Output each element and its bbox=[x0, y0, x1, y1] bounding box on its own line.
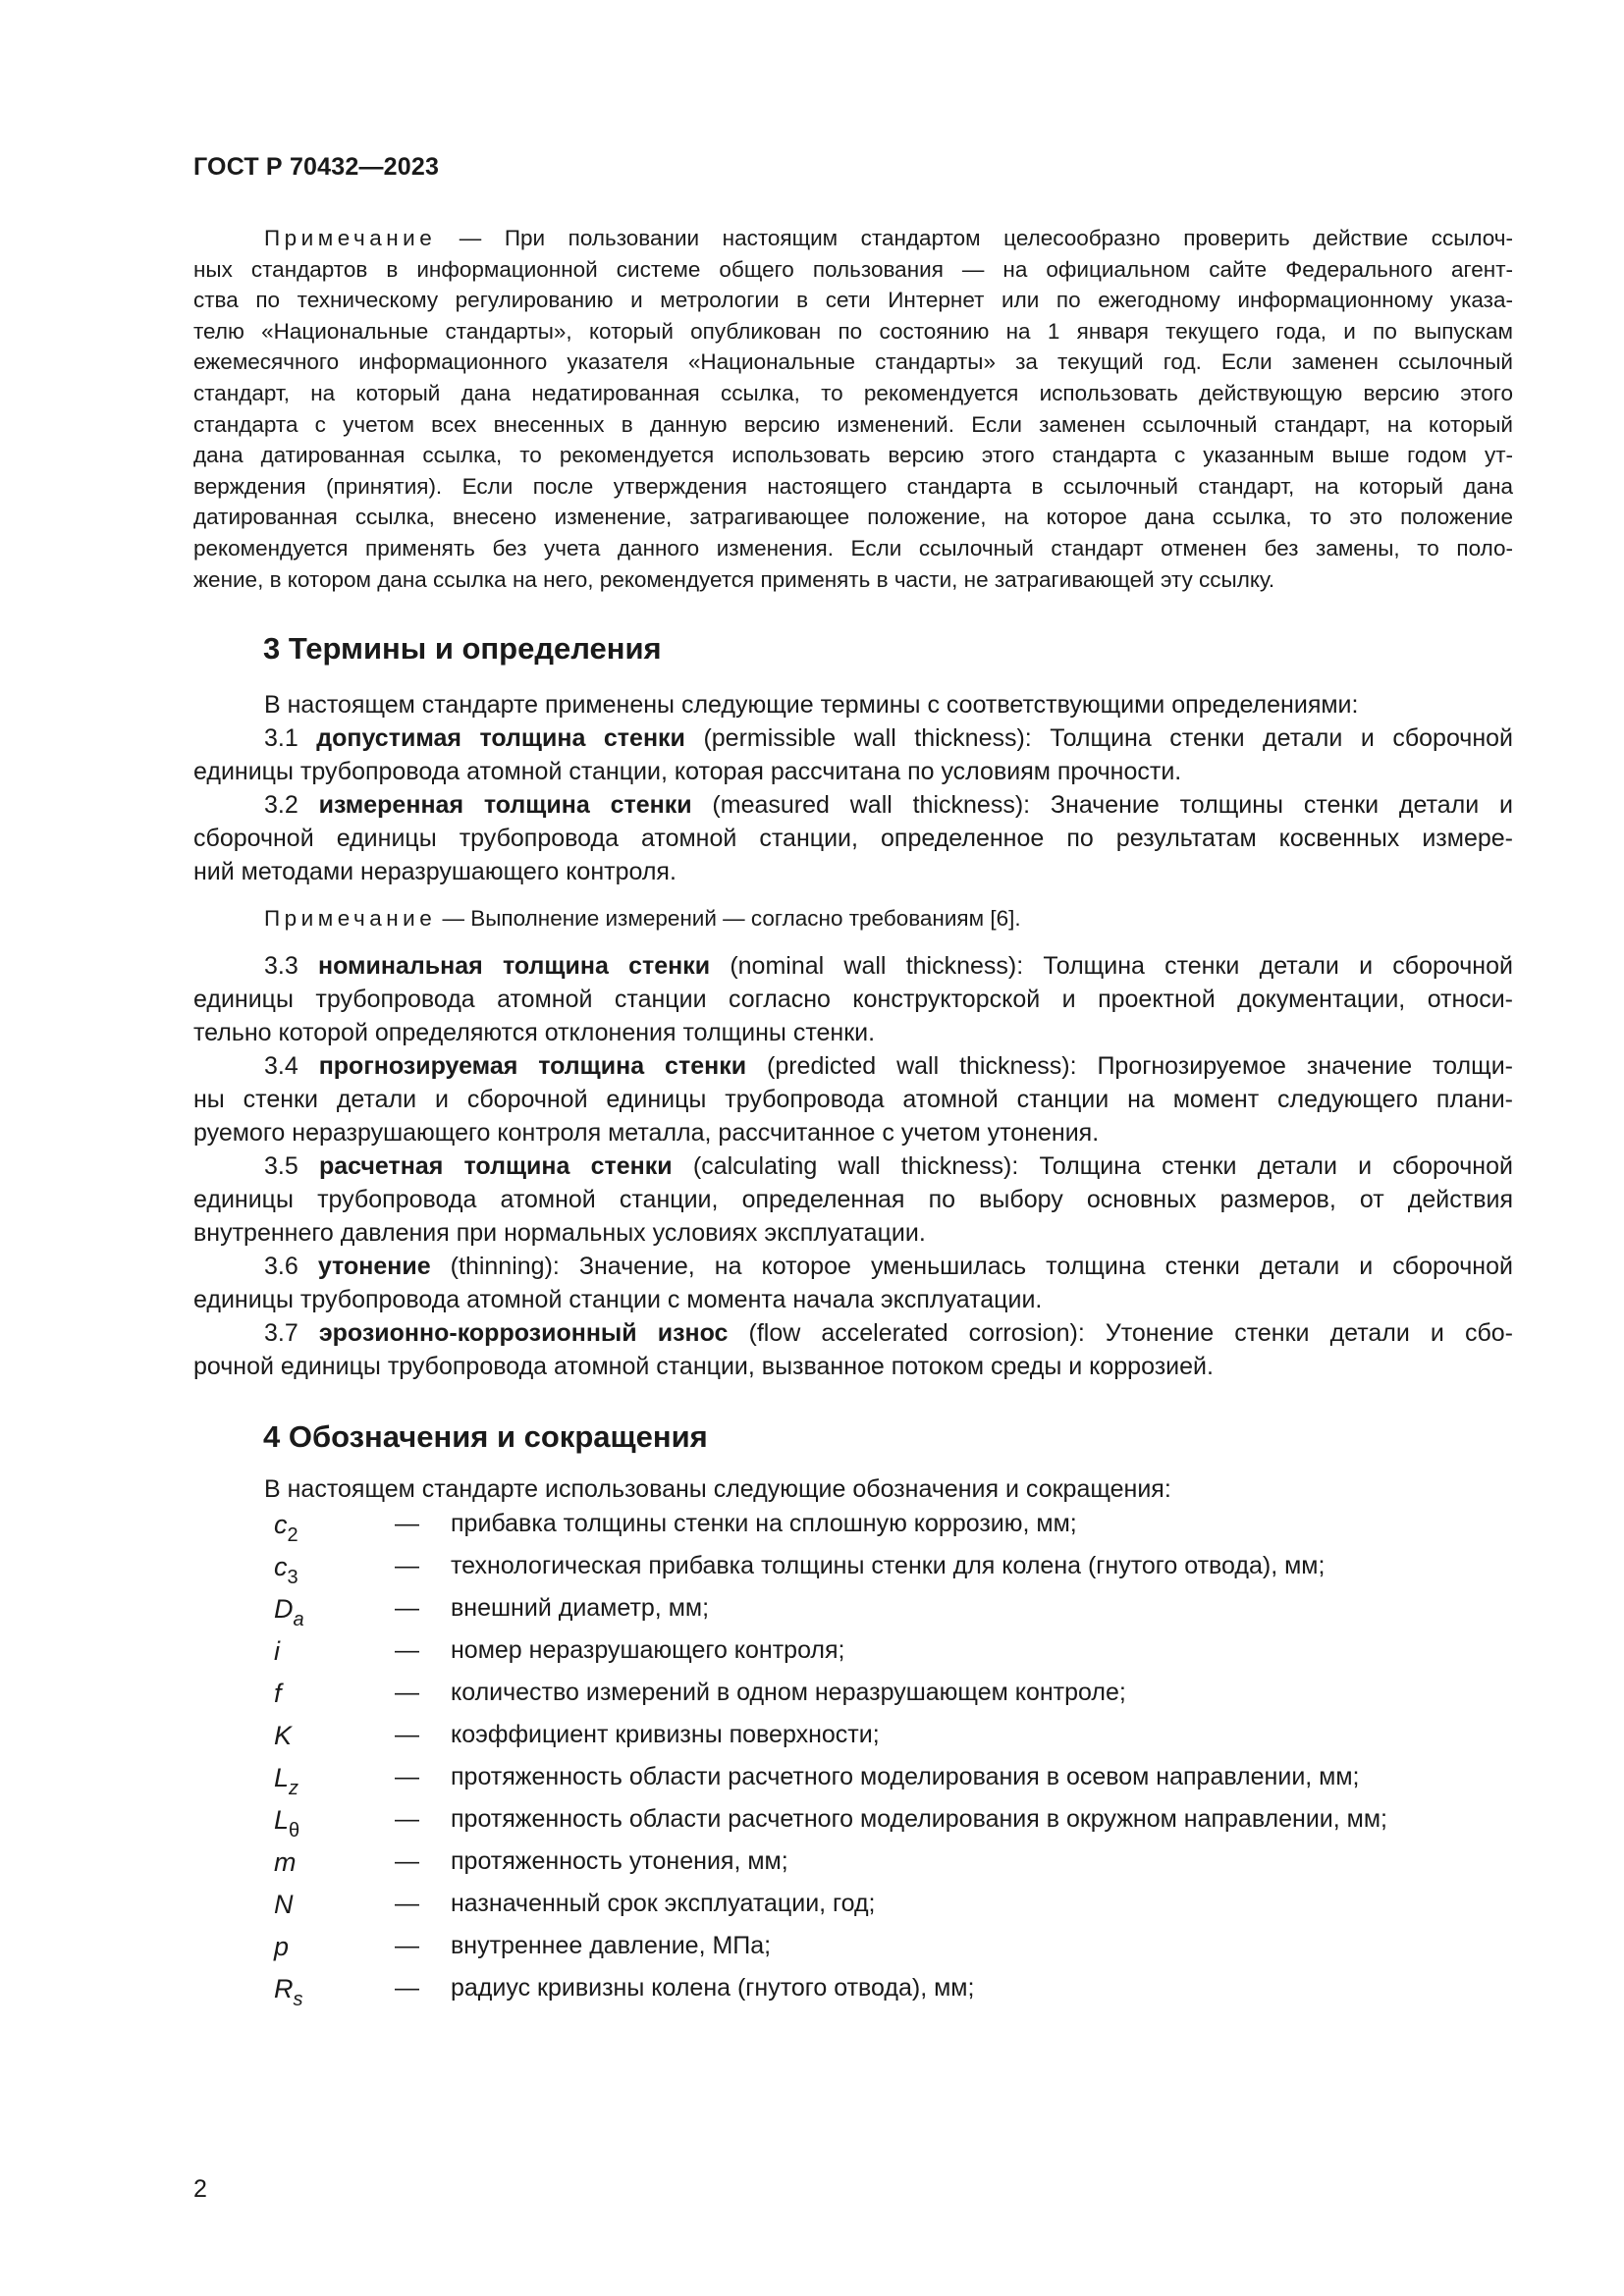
term-name: расчетная толщина стенки bbox=[318, 1152, 673, 1180]
dash: — bbox=[395, 1974, 419, 2002]
term-line: руемого неразрушающего контроля металла, рассчитанное с учетом утонения. bbox=[193, 1119, 1100, 1147]
abbreviation-row bbox=[193, 1552, 1513, 1594]
symbol-letter: f bbox=[274, 1679, 282, 1708]
abbreviation-row bbox=[193, 1679, 1513, 1721]
term-number: 3.1 bbox=[264, 724, 298, 752]
note-first-line bbox=[193, 223, 1513, 254]
term-line: единицы трубопровода атомной станции, определенная по выбору основных размеров, от действия bbox=[193, 1186, 1513, 1213]
symbol-letter: L bbox=[274, 1763, 290, 1792]
term-text: (measured wall thickness): Значение толщины стенки детали и bbox=[691, 791, 1513, 819]
term-text: (predicted wall thickness): Прогнозируемое значение толщи- bbox=[746, 1052, 1513, 1080]
term-number: 3.6 bbox=[264, 1253, 298, 1280]
term-line: сборочной единицы трубопровода атомной станции, определенное по результатам косвенных измере- bbox=[193, 825, 1513, 852]
term-text: (calculating wall thickness): Толщина стенки детали и сборочной bbox=[672, 1152, 1513, 1180]
definition: внутреннее давление, МПа; bbox=[451, 1932, 772, 1959]
symbol-letter: c bbox=[274, 1510, 288, 1539]
definition: назначенный срок эксплуатации, год; bbox=[451, 1890, 876, 1917]
abbreviation-row bbox=[193, 1805, 1513, 1847]
dash: — bbox=[395, 1805, 419, 1833]
note-line: стандарта с учетом всех внесенных в данную версию изменений. Если заменен ссылочный стандарт, на который bbox=[193, 411, 1513, 437]
term-3-4-first-line bbox=[193, 1049, 1513, 1083]
note-line: дана датированная ссылка, то рекомендуется использовать версию этого стандарта с указанным выше годом ут- bbox=[193, 443, 1513, 468]
dash: — bbox=[395, 1636, 419, 1664]
term-name: допустимая толщина стенки bbox=[316, 724, 685, 752]
term-line: рочной единицы трубопровода атомной станции, вызванное потоком среды и коррозией. bbox=[193, 1353, 1214, 1380]
abbreviation-row bbox=[193, 1636, 1513, 1679]
symbol-subscript: a bbox=[293, 1609, 304, 1630]
dash: — bbox=[395, 1721, 419, 1748]
section-4-heading: 4 Обозначения и сокращения bbox=[263, 1419, 708, 1454]
symbol-subscript: θ bbox=[289, 1820, 300, 1842]
definition: номер неразрушающего контроля; bbox=[451, 1636, 845, 1664]
dash: — bbox=[395, 1847, 419, 1875]
symbol bbox=[274, 1890, 294, 1920]
symbol-letter: D bbox=[274, 1594, 294, 1624]
term-number: 3.7 bbox=[264, 1319, 298, 1347]
note-line: датированная ссылка, внесено изменение, затрагивающее положение, на которое дана ссылка, то это положение bbox=[193, 505, 1513, 530]
symbol bbox=[274, 1594, 304, 1631]
term-number: 3.3 bbox=[264, 952, 298, 980]
symbol bbox=[274, 1636, 280, 1667]
abbreviation-row bbox=[193, 1932, 1513, 1974]
term-name: номинальная толщина стенки bbox=[317, 952, 711, 980]
dash: — bbox=[395, 1763, 419, 1790]
definition: протяженность области расчетного моделирования в окружном направлении, мм; bbox=[451, 1805, 1387, 1833]
abbreviation-row bbox=[193, 1510, 1513, 1552]
term-text: (nominal wall thickness): Толщина стенки детали и сборочной bbox=[710, 952, 1513, 980]
abbreviation-row bbox=[193, 1847, 1513, 1890]
symbol-subscript: s bbox=[293, 1989, 303, 2010]
note-line: рекомендуется применять без учета данного изменения. Если ссылочный стандарт отменен без замены, то поло- bbox=[193, 535, 1513, 561]
term-line: ний методами неразрушающего контроля. bbox=[193, 858, 677, 885]
term-number: 3.5 bbox=[264, 1152, 298, 1180]
term-number: 3.2 bbox=[264, 791, 298, 819]
dash: — bbox=[395, 1679, 419, 1706]
note-line: ных стандартов в информационной системе общего пользования — на официальном сайте Федерального агент- bbox=[193, 256, 1513, 282]
term-text: (permissible wall thickness): Толщина стенки детали и сборочной bbox=[684, 724, 1514, 752]
dash: — bbox=[395, 1510, 419, 1537]
note-line: стандарт, на который дана недатированная ссылка, то рекомендуется использовать действующую версию этого bbox=[193, 380, 1513, 405]
symbol-letter: L bbox=[274, 1805, 290, 1835]
term-line: единицы трубопровода атомной станции, которая рассчитана по условиям прочности. bbox=[193, 758, 1182, 785]
section-4-intro-wrap bbox=[193, 1472, 1513, 1506]
term-name: прогнозируемая толщина стенки bbox=[318, 1052, 747, 1080]
symbol bbox=[274, 1805, 299, 1842]
note-label: Примечание bbox=[264, 906, 437, 931]
symbol bbox=[274, 1510, 298, 1547]
symbol bbox=[274, 1552, 298, 1589]
definition: технологическая прибавка толщины стенки для колена (гнутого отвода), мм; bbox=[451, 1552, 1326, 1579]
symbol bbox=[274, 1974, 303, 2011]
term-name: утонение bbox=[317, 1253, 431, 1280]
term-line: единицы трубопровода атомной станции согласно конструкторской и проектной документации, относи- bbox=[193, 986, 1513, 1013]
symbol-subscript: z bbox=[289, 1778, 299, 1799]
definition: радиус кривизны колена (гнутого отвода), мм; bbox=[451, 1974, 975, 2002]
abbreviation-row bbox=[193, 1721, 1513, 1763]
symbol-letter: m bbox=[274, 1847, 297, 1877]
note-text: — Выполнение измерений — согласно требованиям [6]. bbox=[442, 906, 1021, 931]
abbreviation-row bbox=[193, 1594, 1513, 1636]
term-text: (thinning): Значение, на которое уменьшилась толщина стенки детали и сборочной bbox=[430, 1253, 1513, 1280]
symbol-letter: c bbox=[274, 1552, 288, 1581]
term-3-5-first-line bbox=[193, 1149, 1513, 1183]
symbol-letter: R bbox=[274, 1974, 294, 2003]
symbol bbox=[274, 1763, 298, 1800]
definition: протяженность области расчетного моделирования в осевом направлении, мм; bbox=[451, 1763, 1360, 1790]
abbreviation-row bbox=[193, 1974, 1513, 2016]
term-line: ны стенки детали и сборочной единицы трубопровода атомной станции на момент следующего плани- bbox=[193, 1086, 1513, 1113]
definition: прибавка толщины стенки на сплошную коррозию, мм; bbox=[451, 1510, 1077, 1537]
measurement-note bbox=[193, 902, 1513, 935]
definition: коэффициент кривизны поверхности; bbox=[451, 1721, 880, 1748]
symbol bbox=[274, 1847, 297, 1878]
note-line: телю «Национальные стандарты», который опубликован по состоянию на 1 января текущего года, и по выпускам bbox=[193, 318, 1513, 344]
symbol-letter: i bbox=[274, 1636, 280, 1666]
term-number: 3.4 bbox=[264, 1052, 298, 1080]
term-3-6-first-line bbox=[193, 1250, 1513, 1283]
symbol bbox=[274, 1721, 292, 1751]
term-3-7-first-line bbox=[193, 1316, 1513, 1350]
definition: количество измерений в одном неразрушающем контроле; bbox=[451, 1679, 1126, 1706]
note-line: — При пользовании настоящим стандартом целесообразно проверить действие ссылоч- bbox=[459, 226, 1513, 250]
note-line: жение, в котором дана ссылка на него, рекомендуется применять в части, не затрагивающей эту ссылку. bbox=[193, 566, 1275, 592]
symbol-letter: K bbox=[274, 1721, 293, 1750]
dash: — bbox=[395, 1890, 419, 1917]
document-header: ГОСТ Р 70432—2023 bbox=[193, 153, 440, 181]
note-label: Примечание bbox=[264, 226, 437, 250]
symbol-letter: N bbox=[274, 1890, 294, 1919]
page-number: 2 bbox=[193, 2175, 207, 2203]
symbol bbox=[274, 1932, 289, 1962]
section-3-intro: В настоящем стандарте применены следующие термины с соответствующими определениями: bbox=[264, 691, 1359, 719]
note-line: ежемесячного информационного указателя «Национальные стандарты» за текущий год. Если заменен ссылочный bbox=[193, 349, 1513, 375]
note-line: верждения (принятия). Если после утверждения настоящего стандарта в ссылочный стандарт, на который дана bbox=[193, 473, 1513, 499]
symbol-subscript: 3 bbox=[287, 1567, 298, 1588]
section-3-heading: 3 Термины и определения bbox=[263, 631, 662, 666]
abbreviation-row bbox=[193, 1890, 1513, 1932]
abbreviation-list bbox=[193, 1510, 1513, 2016]
symbol-subscript: 2 bbox=[287, 1524, 298, 1546]
term-name: эрозионно-коррозионный износ bbox=[318, 1319, 729, 1347]
note-line: ства по техническому регулированию и метрологии в сети Интернет или по ежегодному информационному указа- bbox=[193, 288, 1513, 313]
term-line: единицы трубопровода атомной станции с момента начала эксплуатации. bbox=[193, 1286, 1043, 1313]
term-line: тельно которой определяются отклонения толщины стенки. bbox=[193, 1019, 876, 1046]
dash: — bbox=[395, 1594, 419, 1622]
term-3-3-first-line bbox=[193, 949, 1513, 983]
definition: внешний диаметр, мм; bbox=[451, 1594, 710, 1622]
definition: протяженность утонения, мм; bbox=[451, 1847, 788, 1875]
term-3-1-first-line bbox=[193, 721, 1513, 755]
abbreviation-row bbox=[193, 1763, 1513, 1805]
dash: — bbox=[395, 1552, 419, 1579]
section-4-intro: В настоящем стандарте использованы следующие обозначения и сокращения: bbox=[264, 1475, 1171, 1503]
section-3-body bbox=[193, 688, 1513, 1383]
term-name: измеренная толщина стенки bbox=[318, 791, 692, 819]
symbol-letter: p bbox=[274, 1932, 290, 1961]
term-3-2-first-line bbox=[193, 788, 1513, 822]
term-line: внутреннего давления при нормальных условиях эксплуатации. bbox=[193, 1219, 926, 1247]
references-note bbox=[193, 223, 1513, 595]
dash: — bbox=[395, 1932, 419, 1959]
symbol bbox=[274, 1679, 282, 1709]
term-text: (flow accelerated corrosion): Утонение стенки детали и сбо- bbox=[728, 1319, 1513, 1347]
